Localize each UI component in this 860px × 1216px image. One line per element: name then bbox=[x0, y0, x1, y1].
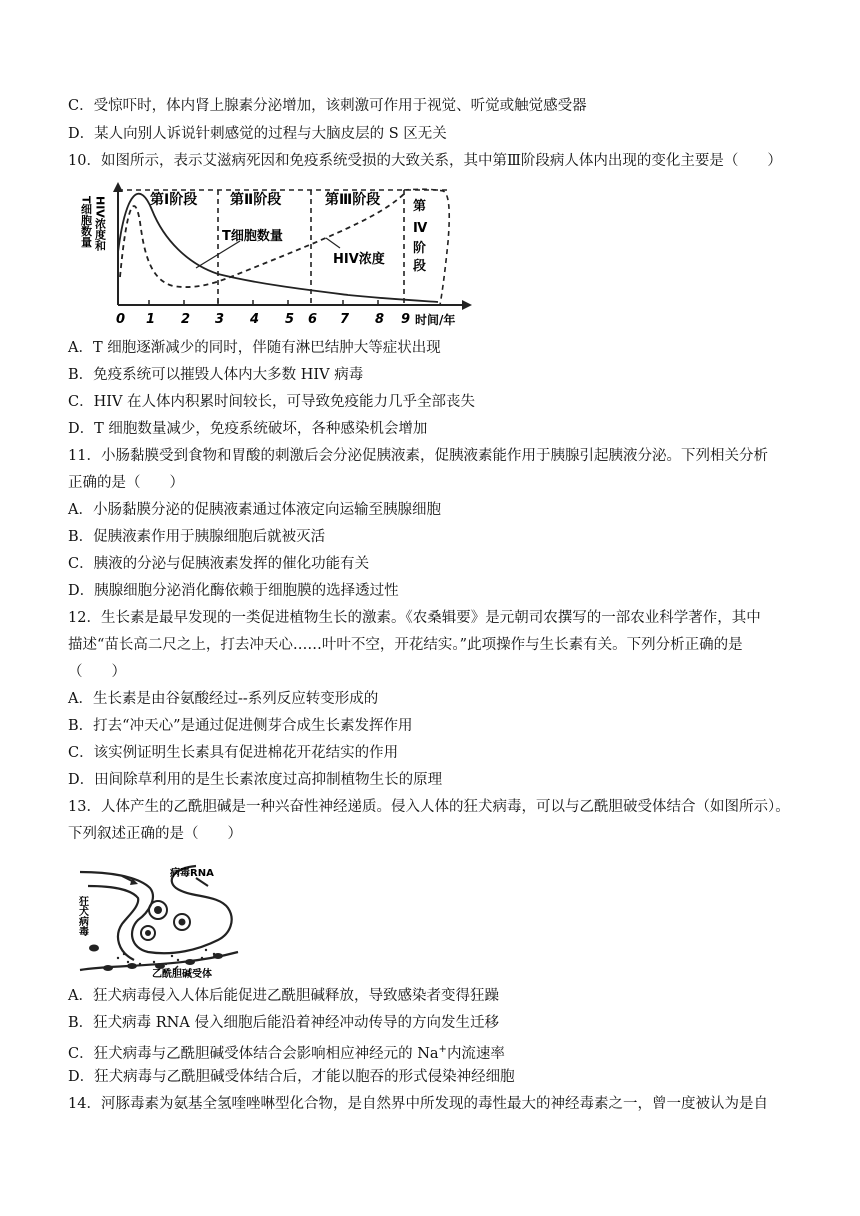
x-tick-9: 9 bbox=[401, 312, 411, 327]
question-12-paren: （ ） bbox=[68, 664, 126, 680]
option-d-q10: D．T 细胞数量减少，免疫系统破坏，各种感染机会增加 bbox=[68, 421, 428, 437]
x-tick-5: 5 bbox=[285, 312, 295, 327]
question-13: 13．人体产生的乙酰胆碱是一种兴奋性神经递质。侵入人体的狂犬病毒，可以与乙酰胆破受体结合（如图所示）。 bbox=[68, 799, 790, 815]
question-12: 12．生长素是最早发现的一类促进植物生长的激素。《农桑辑要》是元朝司农撰写的一部农业科学著作，其中 bbox=[68, 610, 761, 626]
option-b-q10: B．免疫系统可以摧毁人体内大多数 HIV 病毒 bbox=[68, 367, 364, 383]
option-b-q13: B．狂犬病毒 RNA 侵入细胞后能沿着神经冲动传导的方向发生迁移 bbox=[68, 1015, 499, 1031]
stage-4-label-3: 阶 bbox=[413, 241, 427, 256]
hiv-label: HIV浓度 bbox=[333, 252, 385, 267]
stage-3-label: 第Ⅲ阶段 bbox=[325, 192, 381, 208]
question-12-cont: 描述“苗长高二尺之上，打去冲天心……叶叶不空，开花结实。”此项操作与生长素有关。下列分析正确的是 bbox=[68, 637, 743, 653]
option-c-q9: C．受惊吓时，体内肾上腺素分泌增加，该刺激可作用于视觉、听觉或触觉感受器 bbox=[68, 98, 587, 114]
x-tick-1: 1 bbox=[146, 312, 156, 327]
option-b-q11: B．促胰液素作用于胰腺细胞后就被灭活 bbox=[68, 529, 326, 545]
stage-1-label: 第Ⅰ阶段 bbox=[150, 192, 198, 208]
x-tick-7: 7 bbox=[340, 312, 350, 327]
option-d-q12: D．田间除草利用的是生长素浓度过高抑制植物生长的原理 bbox=[68, 772, 443, 788]
stage-4-label-1: 第 bbox=[413, 199, 427, 214]
t-cell-curve bbox=[118, 194, 438, 302]
option-c-q13-tail: 内流速率 bbox=[446, 1045, 505, 1062]
rabies-synapse-figure bbox=[78, 858, 258, 978]
viral-rna-label: 病毒RNA bbox=[170, 868, 214, 879]
question-13-cont: 下列叙述正确的是（ ） bbox=[68, 826, 242, 842]
x-tick-8: 8 bbox=[375, 312, 385, 327]
question-11: 11．小肠黏膜受到食物和胃酸的刺激后会分泌促胰液素，促胰液素能作用于胰腺引起胰液分泌。下列相关分析 bbox=[68, 448, 768, 464]
x-tick-2: 2 bbox=[181, 312, 191, 327]
sodium-superscript: + bbox=[438, 1044, 447, 1055]
y-axis-label-2: T细胞数量 bbox=[79, 196, 93, 248]
x-axis-label: 时间/年 bbox=[415, 313, 456, 327]
option-d-q9: D．某人向别人诉说针刺感觉的过程与大脑皮层的 S 区无关 bbox=[68, 126, 447, 142]
x-tick-0: 0 bbox=[116, 312, 126, 327]
option-a-q13: A．狂犬病毒侵入人体后能促进乙酰胆碱释放，导致感染者变得狂躁 bbox=[68, 988, 499, 1004]
x-tick-4: 4 bbox=[250, 312, 260, 327]
ach-receptor-label: 乙酰胆碱受体 bbox=[152, 969, 212, 980]
option-c-q13 bbox=[68, 1040, 505, 1064]
option-c-q12: C．该实例证明生长素具有促进棉花开花结实的作用 bbox=[68, 745, 399, 761]
option-d-q13: D．狂犬病毒与乙酰胆碱受体结合后，才能以胞吞的形式侵染神经细胞 bbox=[68, 1069, 515, 1085]
y-axis-label-1: HIV浓度和 bbox=[93, 196, 107, 251]
option-c-q10: C．HIV 在人体内积累时间较长，可导致免疫能力几乎全部丧失 bbox=[68, 394, 476, 410]
hiv-stage-figure bbox=[78, 182, 478, 328]
question-14: 14．河豚毒素为氨基全氢喹唑啉型化合物，是自然界中所发现的毒性最大的神经毒素之一，曾一度被认为是自 bbox=[68, 1096, 768, 1112]
option-b-q12: B．打去“冲天心”是通过促进侧芽合成生长素发挥作用 bbox=[68, 718, 413, 734]
stage-4-label-2: Ⅳ bbox=[413, 221, 428, 236]
t-cell-label: T细胞数量 bbox=[222, 229, 283, 244]
option-a-q10: A．T 细胞逐渐减少的同时，伴随有淋巴结肿大等症状出现 bbox=[68, 340, 441, 356]
option-d-q11: D．胰腺细胞分泌消化酶依赖于细胞膜的选择透过性 bbox=[68, 583, 399, 599]
x-tick-3: 3 bbox=[215, 312, 225, 327]
x-tick-6: 6 bbox=[308, 312, 318, 327]
question-11-cont: 正确的是（ ） bbox=[68, 475, 184, 491]
question-10: 10．如图所示，表示艾滋病死因和免疫系统受损的大致关系，其中第Ⅲ阶段病人体内出现的变化主要是（ ） bbox=[68, 153, 782, 169]
option-a-q11: A．小肠黏膜分泌的促胰液素通过体液定向运输至胰腺细胞 bbox=[68, 502, 441, 518]
rabies-virus-label: 狂犬病毒 bbox=[76, 896, 88, 936]
stage-4-label-4: 段 bbox=[413, 259, 427, 274]
option-a-q12: A．生长素是由谷氨酸经过--系列反应转变形成的 bbox=[68, 691, 379, 707]
stage-2-label: 第Ⅱ阶段 bbox=[230, 192, 282, 208]
option-c-q11: C．胰液的分泌与促胰液素发挥的催化功能有关 bbox=[68, 556, 370, 572]
option-c-q13-text: C．狂犬病毒与乙酰胆碱受体结合会影响相应神经元的 Na bbox=[68, 1045, 439, 1062]
